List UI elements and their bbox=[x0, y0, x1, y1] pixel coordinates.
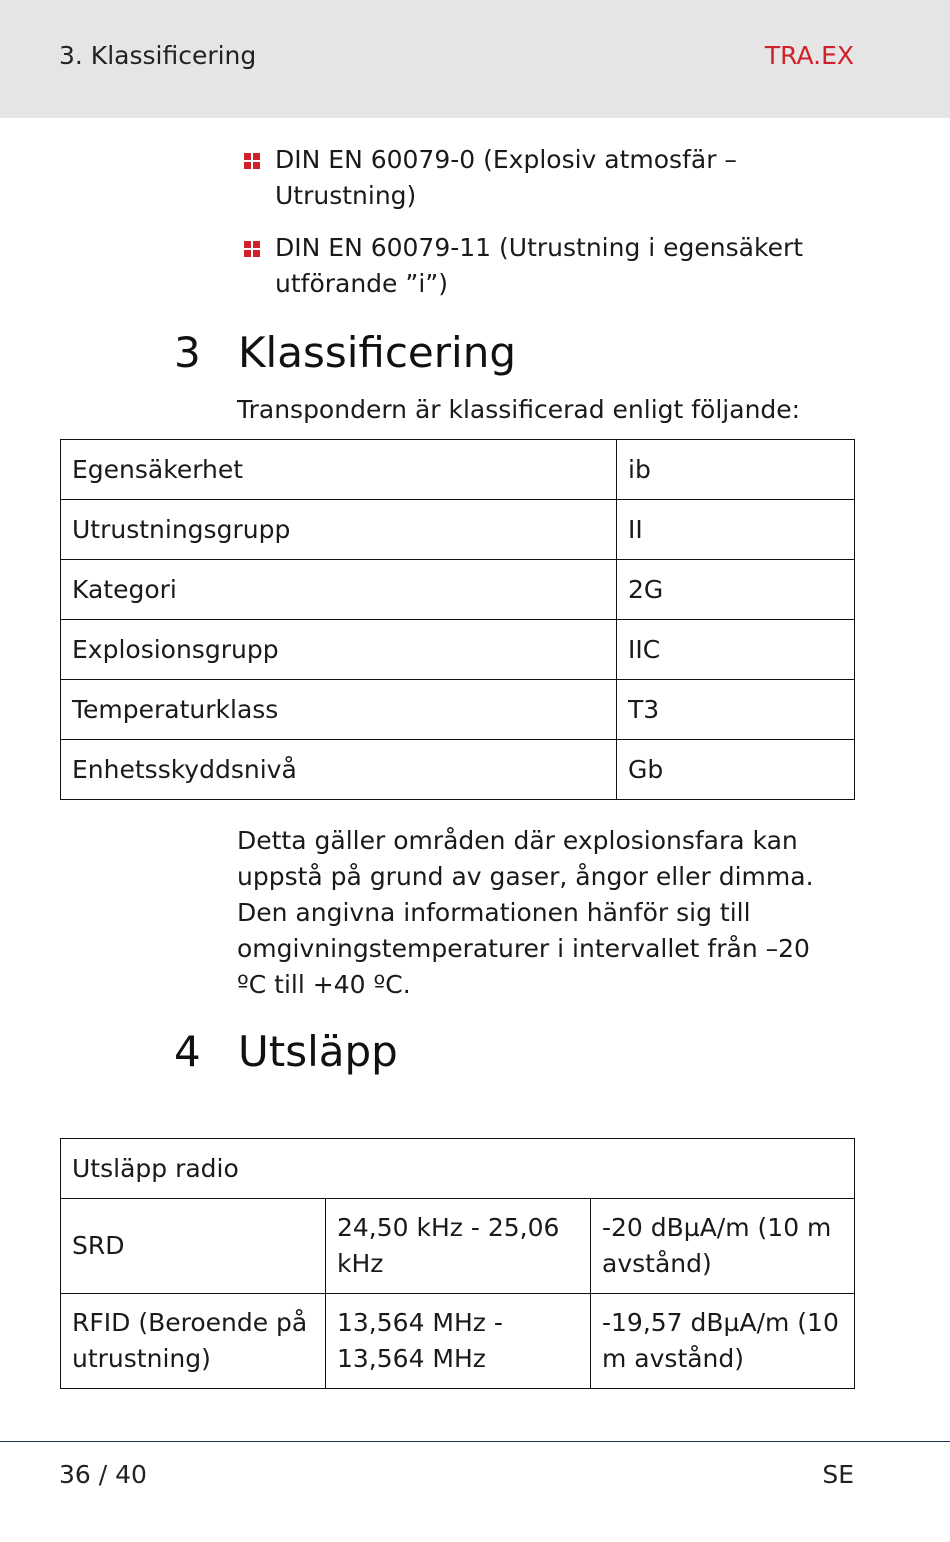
table-cell-value: IIC bbox=[617, 620, 855, 680]
table-row bbox=[61, 1294, 855, 1389]
section-intro: Transpondern är klassificerad enligt följande: bbox=[237, 395, 801, 424]
table-cell-type: RFID (Beroende på utrustning) bbox=[61, 1294, 326, 1389]
table-cell-value: 2G bbox=[617, 560, 855, 620]
bullet-icon bbox=[244, 153, 260, 169]
header-section-title: 3. Klassificering bbox=[59, 41, 257, 70]
table-cell-label: Explosionsgrupp bbox=[61, 620, 617, 680]
bullet-icon bbox=[244, 241, 260, 257]
table-header-cell: Utsläpp radio bbox=[61, 1139, 855, 1199]
table-header-row bbox=[61, 1139, 855, 1199]
table-row bbox=[61, 680, 855, 740]
page-header bbox=[0, 0, 950, 118]
table-cell-value: II bbox=[617, 500, 855, 560]
language-code: SE bbox=[822, 1460, 854, 1489]
list-item bbox=[244, 230, 804, 302]
table-cell-label: Enhetsskyddsnivå bbox=[61, 740, 617, 800]
page-number: 36 / 40 bbox=[59, 1460, 147, 1489]
table-row bbox=[61, 560, 855, 620]
brand-logo: TRA.EX bbox=[764, 41, 854, 70]
table-cell-frequency: 24,50 kHz - 25,06 kHz bbox=[326, 1199, 591, 1294]
section-number: 4 bbox=[174, 1027, 201, 1076]
table-row bbox=[61, 620, 855, 680]
table-cell-type: SRD bbox=[61, 1199, 326, 1294]
footer-divider bbox=[0, 1441, 950, 1442]
table-cell-frequency: 13,564 MHz - 13,564 MHz bbox=[326, 1294, 591, 1389]
list-item-text: DIN EN 60079-0 (Explosiv atmosfär – Utrustning) bbox=[275, 145, 737, 210]
table-row bbox=[61, 500, 855, 560]
table-cell-value: T3 bbox=[617, 680, 855, 740]
table-cell-level: -19,57 dBµA/m (10 m avstånd) bbox=[591, 1294, 855, 1389]
list-item bbox=[244, 142, 804, 214]
table-cell-label: Utrustningsgrupp bbox=[61, 500, 617, 560]
section-number: 3 bbox=[174, 328, 201, 377]
table-cell-value: ib bbox=[617, 440, 855, 500]
section-heading-utslapp bbox=[174, 1027, 774, 1077]
section-heading-klassificering bbox=[174, 328, 774, 378]
table-cell-value: Gb bbox=[617, 740, 855, 800]
standards-list bbox=[244, 142, 804, 318]
table-cell-label: Temperaturklass bbox=[61, 680, 617, 740]
classification-table bbox=[60, 439, 855, 800]
table-row bbox=[61, 440, 855, 500]
list-item-text: DIN EN 60079-11 (Utrustning i egensäkert utförande ”i”) bbox=[275, 233, 804, 298]
table-cell-label: Kategori bbox=[61, 560, 617, 620]
table-cell-label: Egensäkerhet bbox=[61, 440, 617, 500]
section-title: Klassificering bbox=[238, 328, 516, 377]
section-title: Utsläpp bbox=[238, 1027, 398, 1076]
classification-note: Detta gäller områden där explosionsfara kan uppstå på grund av gaser, ångor eller dimma. Den angivna informationen hänför sig till omgivningstemperaturer i intervallet från –20 ºC till +40 ºC. bbox=[237, 826, 814, 999]
emissions-table bbox=[60, 1138, 855, 1389]
table-cell-level: -20 dBµA/m (10 m avstånd) bbox=[591, 1199, 855, 1294]
table-row bbox=[61, 740, 855, 800]
table-row bbox=[61, 1199, 855, 1294]
